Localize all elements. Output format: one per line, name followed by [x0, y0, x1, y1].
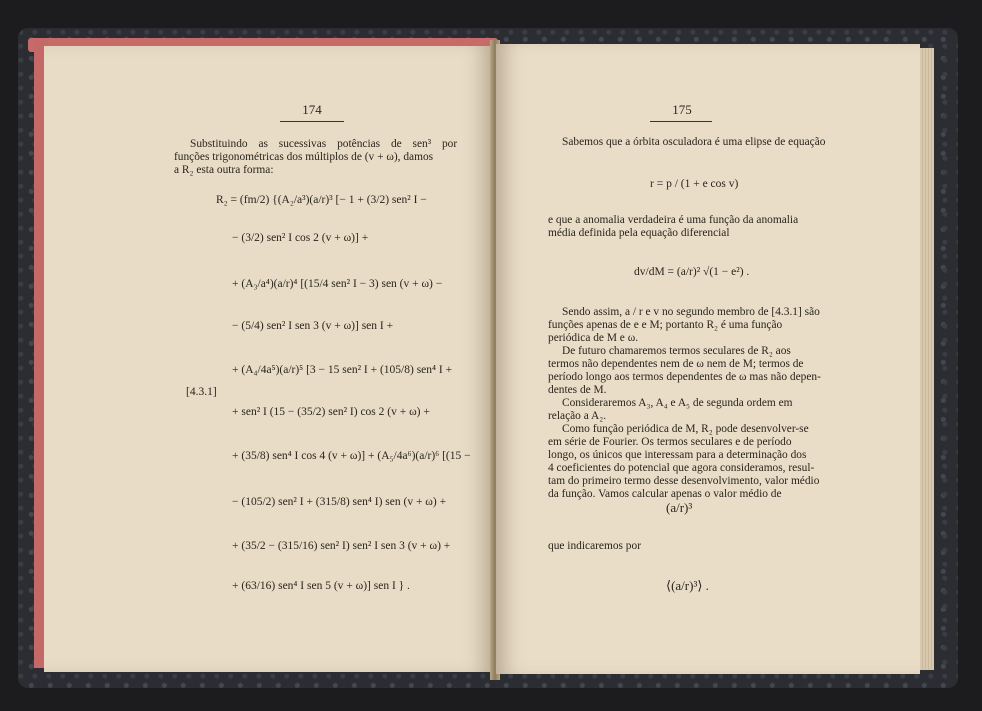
right-paragraph-line: relação a A₂. [548, 410, 607, 422]
equation-line: − (3/2) sen² I cos 2 (v + ω)] + [232, 232, 369, 244]
right-paragraph-line: Sendo assim, a / r e v no segundo membro de [4.3.1] são [562, 306, 820, 318]
right-paragraph-line: média definida pela equação diferencial [548, 227, 730, 239]
right-paragraph-line: e que a anomalia verdadeira é uma função da anomalia [548, 214, 799, 226]
equation-label: [4.3.1] [186, 386, 217, 398]
left-page-number: 174 [302, 102, 322, 117]
right-paragraph-line: 4 coeficientes do potencial que agora consideramos, resul- [548, 462, 815, 474]
equation-line: R₂ = (fm/2) {(A₂/a³)(a/r)³ [− 1 + (3/2) sen² I − [216, 194, 427, 206]
equation-line: + (35/2 − (315/16) sen² I) sen² I sen 3 (v + ω) + [232, 540, 451, 552]
right-paragraph-line: período longo aos termos dependentes de ω mas não depen- [548, 371, 821, 383]
equation-line: − (5/4) sen² I sen 3 (v + ω)] sen I + [232, 320, 394, 332]
right-paragraph-line: Como função periódica de M, R₂ pode desenvolver-se [562, 423, 809, 435]
differential-equation: dv/dM = (a/r)² √(1 − e²) . [634, 266, 750, 278]
left-paragraph-line: a R₂ esta outra forma: [174, 164, 274, 176]
left-paragraph-line: Substituindo as sucessivas potências de sen³ por [190, 138, 458, 150]
right-intro-line: Sabemos que a órbita osculadora é uma elipse de equação [562, 136, 826, 148]
equation-line: + (A₄/4a⁵)(a/r)⁵ [3 − 15 sen² I + (105/8) sen⁴ I + [232, 364, 453, 376]
left-page [44, 46, 492, 672]
equation-line: + (35/8) sen⁴ I cos 4 (v + ω)] + (A₅/4a⁶)(a/r)⁶ [(15 − [232, 450, 471, 462]
left-paragraph-line: funções trigonométricas dos múltiplos de (v + ω), damos [174, 151, 434, 163]
equation-line: + (A₃/a⁴)(a/r)⁴ [(15/4 sen² I − 3) sen (v + ω) − [232, 278, 443, 290]
right-paragraph-line: tam do primeiro termo desse desenvolvimento, valor médio [548, 475, 820, 487]
mean-bar-expression: ⟨(a/r)³⟩ . [666, 578, 709, 593]
mean-expression: (a/r)³ [666, 500, 693, 515]
right-paragraph-line: que indicaremos por [548, 540, 641, 552]
equation-line: − (105/2) sen² I + (315/8) sen⁴ I) sen (v + ω) + [232, 496, 447, 508]
right-paragraph-line: De futuro chamaremos termos seculares de R₂ aos [562, 345, 791, 357]
equation-line: + sen² I (15 − (35/2) sen² I) cos 2 (v + ω) + [232, 406, 430, 418]
right-paragraph-line: Consideraremos A₃, A₄ e A₅ de segunda ordem em [562, 397, 793, 409]
orbit-equation: r = p / (1 + e cos v) [650, 178, 739, 190]
page-number-rule [280, 121, 344, 122]
right-page-number: 175 [672, 102, 692, 117]
right-paragraph-line: em série de Fourier. Os termos seculares e de período [548, 436, 792, 448]
right-paragraph-line: longo, os únicos que interessam para a determinação dos [548, 449, 807, 461]
right-page [496, 44, 920, 674]
right-paragraph-line: termos não dependentes nem de ω nem de M; termos de [548, 358, 804, 370]
equation-line: + (63/16) sen⁴ I sen 5 (v + ω)] sen I } . [232, 580, 410, 592]
page-number-rule [650, 121, 712, 122]
right-paragraph-line: funções apenas de e e M; portanto R₂ é uma função [548, 319, 783, 331]
right-paragraph-line: periódica de M e ω. [548, 332, 639, 344]
right-paragraph-line: da função. Vamos calcular apenas o valor médio de [548, 488, 782, 500]
right-paragraph-line: dentes de M. [548, 384, 607, 396]
